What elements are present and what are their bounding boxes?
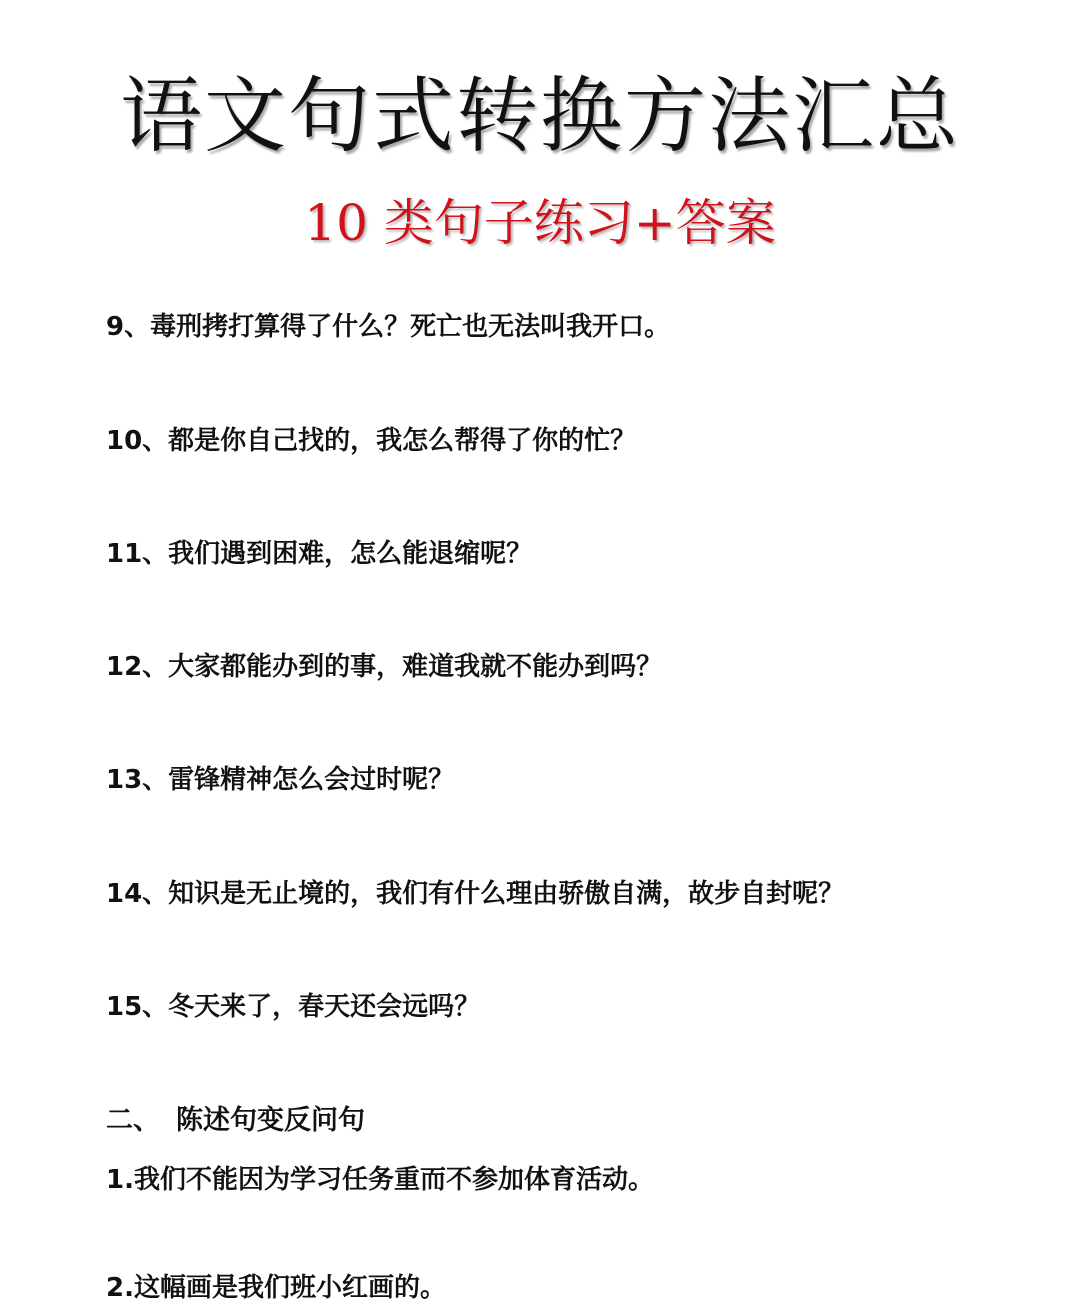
list-item: 15、冬天来了，春天还会远吗？ [106, 992, 481, 1022]
list-item: 1.我们不能因为学习任务重而不参加体育活动。 [106, 1165, 654, 1195]
page-title: 语文句式转换方法汇总 [119, 69, 960, 164]
list-item: 10、都是你自己找的，我怎么帮得了你的忙？ [106, 426, 637, 456]
section-number: 二、 [106, 1105, 160, 1136]
list-item: 2.这幅画是我们班小红画的。 [106, 1273, 446, 1303]
list-item: 13、雷锋精神怎么会过时呢？ [106, 765, 455, 795]
page-subtitle: 10 类句子练习+答案 [304, 194, 776, 252]
list-item: 14、知识是无止境的，我们有什么理由骄傲自满，故步自封呢？ [106, 879, 845, 909]
list-item: 9、毒刑拷打算得了什么？死亡也无法叫我开口。 [106, 312, 671, 342]
list-item: 12、大家都能办到的事，难道我就不能办到吗？ [106, 652, 663, 682]
section-title: 陈述句变反问句 [176, 1105, 365, 1136]
section-heading [106, 1101, 365, 1141]
list-item: 11、我们遇到困难，怎么能退缩呢？ [106, 539, 533, 569]
